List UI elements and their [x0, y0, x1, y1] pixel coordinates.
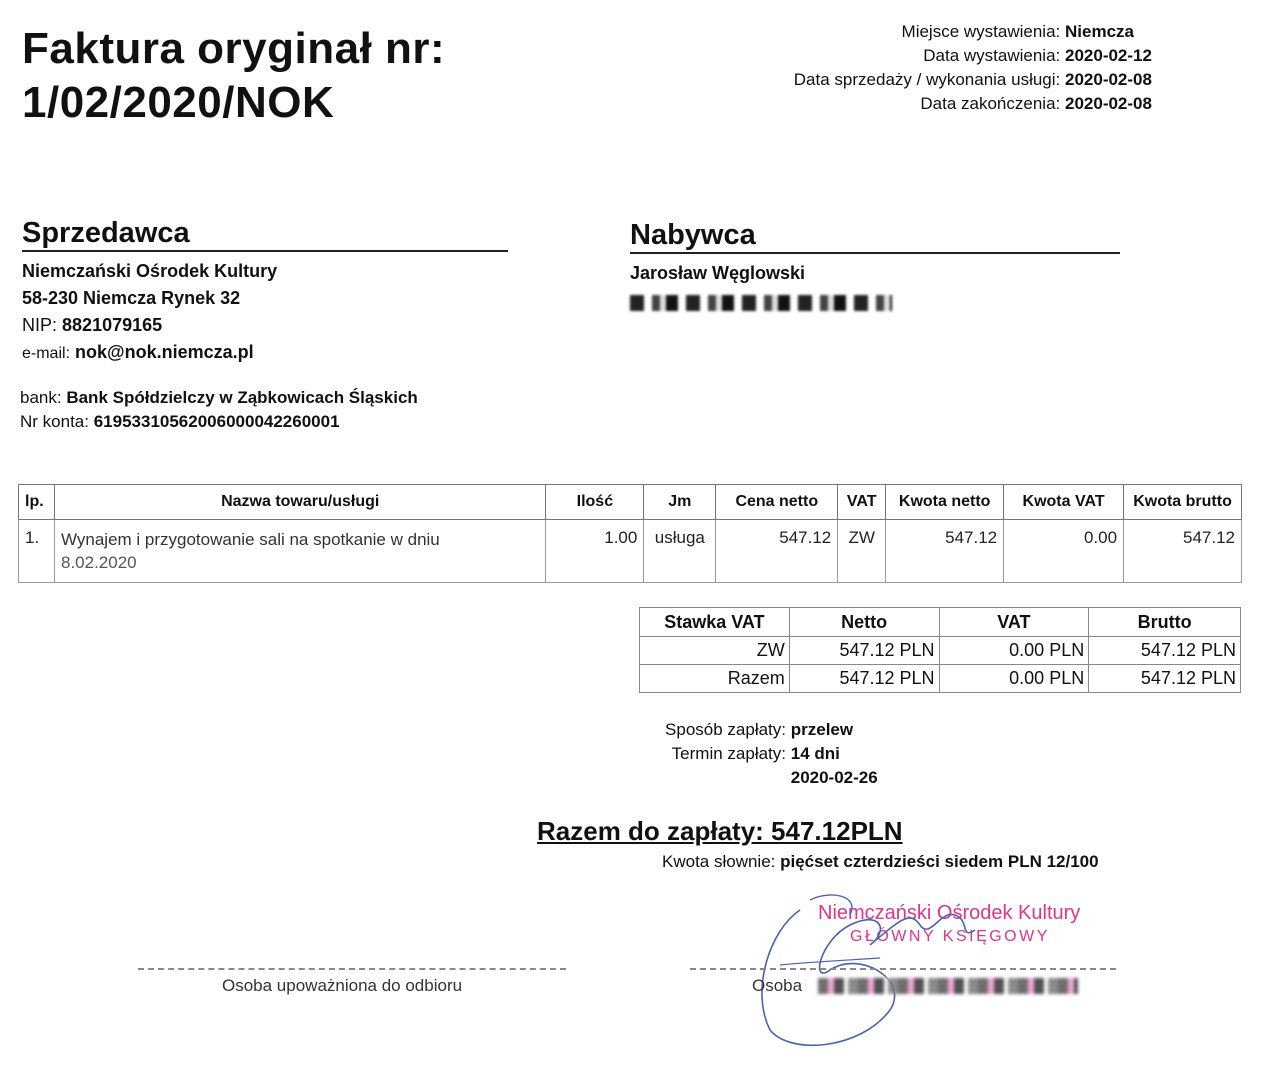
signature-line-receiver [138, 968, 566, 970]
item-net: 547.12 [886, 520, 1004, 583]
col-header: VAT [939, 608, 1089, 637]
seller-divider [22, 250, 508, 252]
seller-details [22, 258, 508, 367]
bank-details [20, 386, 418, 434]
summary-rate: ZW [640, 637, 790, 665]
bank-name: bank: Bank Spółdzielczy w Ząbkowicach Śląskich [20, 388, 418, 407]
summary-net: 547.12 PLN [789, 637, 939, 665]
seller-address: 58-230 Niemcza Rynek 32 [22, 288, 241, 308]
summary-vat: 0.00 PLN [939, 637, 1089, 665]
summary-header-row [640, 608, 1241, 637]
seller-section [22, 216, 508, 367]
item-gross: 547.12 [1124, 520, 1242, 583]
seller-nip: NIP: 8821079165 [22, 315, 163, 335]
col-header: Stawka VAT [640, 608, 790, 637]
stamp-role: GŁÓWNY KSIĘGOWY [850, 928, 1050, 945]
items-header-row [19, 485, 1242, 520]
amount-in-words: Kwota słownie: pięćset czterdzieści siedem PLN 12/100 [662, 852, 1099, 871]
summary-gross: 547.12 PLN [1089, 637, 1241, 665]
item-lp: 1. [19, 520, 55, 583]
item-vat: ZW [838, 520, 886, 583]
invoice-number: 1/02/2020/NOK [22, 78, 335, 127]
handwritten-signature [740, 870, 1040, 1060]
vat-summary-table [639, 607, 1241, 693]
seller-email: e-mail: nok@nok.niemcza.pl [22, 342, 254, 362]
signature-line-issuer [690, 968, 1116, 970]
total-due: Razem do zapłaty: 547.12PLN [537, 816, 903, 846]
col-header: Jm [644, 485, 716, 520]
items-table [18, 484, 1242, 583]
item-vat-amount: 0.00 [1004, 520, 1124, 583]
col-header: Kwota VAT [1004, 485, 1124, 520]
col-header: Nazwa towaru/usługi [54, 485, 545, 520]
buyer-divider [630, 252, 1120, 254]
buyer-section [630, 218, 1120, 311]
meta-row: Data sprzedaży / wykonania usługi: 2020-02-08 [793, 70, 1152, 89]
payment-due-date: 2020-02-26 [790, 768, 878, 787]
summary-gross: 547.12 PLN [1089, 665, 1241, 693]
buyer-details [630, 260, 1120, 311]
invoice-title-line1: Faktura oryginał nr: [22, 24, 446, 73]
col-header: lp. [19, 485, 55, 520]
seller-name: Niemczański Ośrodek Kultury [22, 261, 278, 281]
invoice-title [22, 22, 445, 130]
stamp-organization: Niemczański Ośrodek Kultury [818, 902, 1081, 924]
payment-method: Sposób zapłaty: przelew [665, 720, 854, 739]
bank-account: Nr konta: 61953310562006000042260001 [20, 412, 340, 431]
meta-row: Data zakończenia: 2020-02-08 [920, 94, 1152, 113]
item-unit: usługa [644, 520, 716, 583]
signature-label-issuer: Osoba [752, 976, 803, 995]
buyer-name: Jarosław Węglowski [630, 263, 806, 283]
buyer-address-redacted [630, 295, 892, 311]
col-header: Ilość [546, 485, 644, 520]
meta-row: Data wystawienia: 2020-02-12 [923, 46, 1152, 65]
table-row [640, 665, 1241, 693]
summary-vat: 0.00 PLN [939, 665, 1089, 693]
col-header: Netto [789, 608, 939, 637]
payment-term: Termin zapłaty: 14 dni [671, 744, 840, 763]
seller-heading: Sprzedawca [22, 217, 190, 249]
col-header: Kwota netto [886, 485, 1004, 520]
payment-info [654, 718, 878, 790]
item-qty: 1.00 [546, 520, 644, 583]
table-row [19, 520, 1242, 583]
summary-rate: Razem [640, 665, 790, 693]
meta-row: Miejsce wystawienia: Niemcza [901, 22, 1134, 41]
item-name: Wynajem i przygotowanie sali na spotkanie w dniu 8.02.2020 [54, 520, 545, 583]
col-header: Brutto [1089, 608, 1241, 637]
col-header: Cena netto [716, 485, 838, 520]
signature-label-receiver: Osoba upoważniona do odbioru [222, 976, 463, 995]
invoice-meta [794, 20, 1163, 116]
item-price: 547.12 [716, 520, 838, 583]
summary-net: 547.12 PLN [789, 665, 939, 693]
buyer-heading: Nabywca [630, 219, 756, 251]
col-header: Kwota brutto [1124, 485, 1242, 520]
table-row [640, 637, 1241, 665]
issuer-name-redacted [818, 978, 1078, 994]
col-header: VAT [838, 485, 886, 520]
